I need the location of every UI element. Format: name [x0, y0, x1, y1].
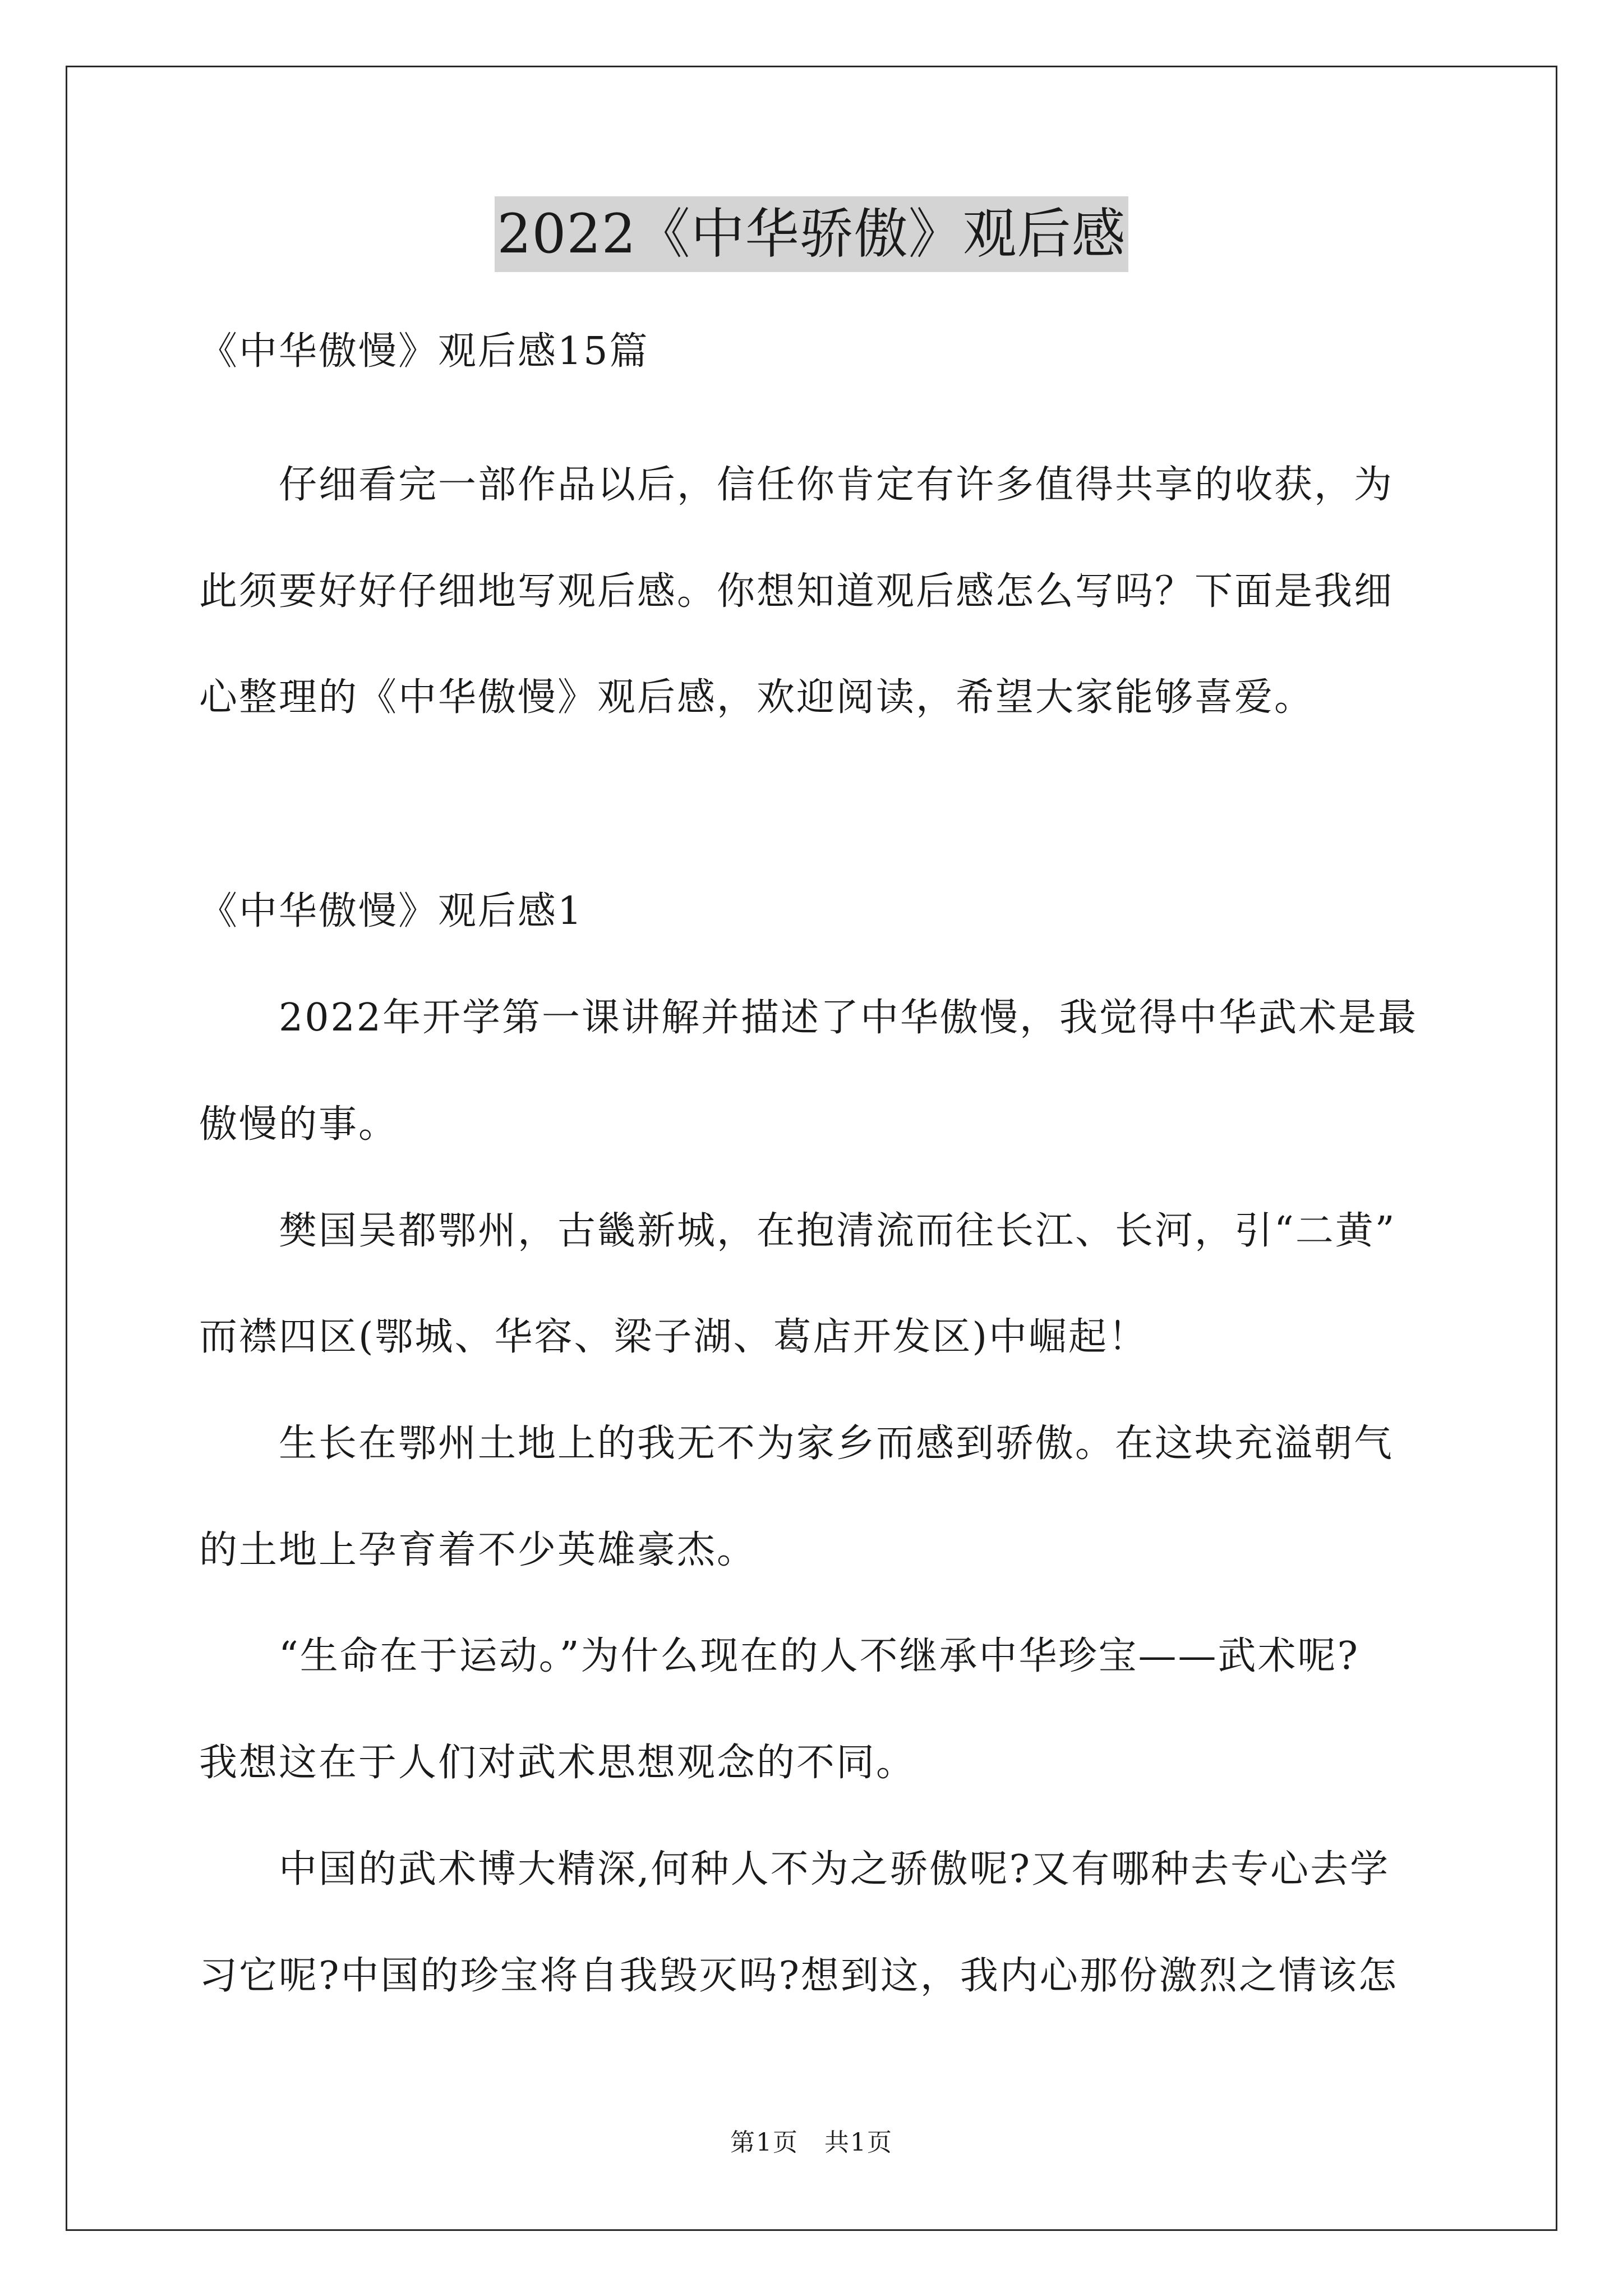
paragraph-line: 樊国吴都鄂州，古畿新城，在抱清流而往长江、长河，引“二黄” [279, 1209, 1396, 1253]
paragraph-line: “生命在于运动。”为什么现在的人不继承中华珍宝——武术呢? [279, 1634, 1359, 1678]
paragraph-line: 生长在鄂州土地上的我无不为家乡而感到骄傲。在这块充溢朝气 [279, 1421, 1394, 1466]
paragraph-line: 仔细看完一部作品以后，信任你肯定有许多值得共享的收获，为 [279, 463, 1394, 507]
paragraph-line: 此须要好好仔细地写观后感。你想知道观后感怎么写吗？下面是我细 [199, 569, 1394, 614]
paragraph-line: 我想这在于人们对武术思想观念的不同。 [199, 1741, 916, 1785]
section-heading: 《中华傲慢》观后感1 [199, 889, 584, 933]
document-title: 2022《中华骄傲》观后感 [495, 196, 1128, 272]
paragraph-line: 傲慢的事。 [199, 1102, 399, 1147]
title-container [0, 196, 1623, 272]
page-number: 第1页 共1页 [730, 2128, 893, 2157]
paragraph-line: 2022年开学第一课讲解并描述了中华傲慢，我觉得中华武术是最 [279, 996, 1418, 1040]
paragraph-line: 的土地上孕育着不少英雄豪杰。 [199, 1528, 757, 1572]
paragraph-line: 而襟四区(鄂城、华容、梁子湖、葛店开发区)中崛起！ [199, 1315, 1149, 1359]
document-subtitle: 《中华傲慢》观后感15篇 [199, 329, 649, 374]
paragraph-line: 习它呢?中国的珍宝将自我毁灭吗?想到这，我内心那份激烈之情该怎 [199, 1954, 1398, 1998]
paragraph-line: 心整理的《中华傲慢》观后感，欢迎阅读，希望大家能够喜爱。 [199, 675, 1315, 720]
paragraph-line: 中国的武术博大精深,何种人不为之骄傲呢?又有哪种去专心去学 [279, 1847, 1390, 1892]
